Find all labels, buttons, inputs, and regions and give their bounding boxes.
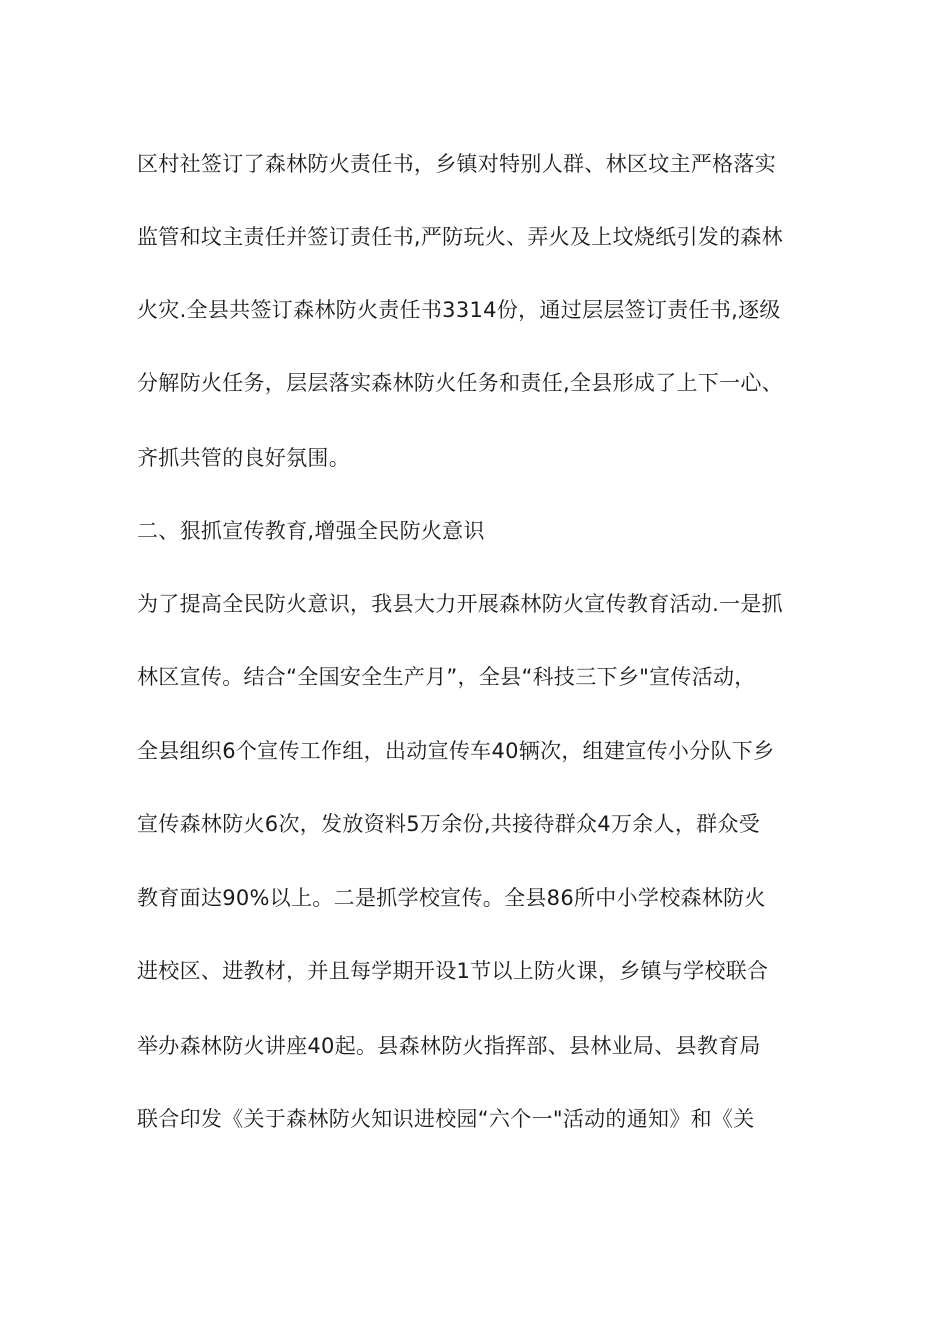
paragraph-line: 全县组织6个宣传工作组，出动宣传车40辆次，组建宣传小分队下乡 — [137, 739, 775, 763]
paragraph-line: 火灾.全县共签订森林防火责任书3314份，通过层层签订责任书,逐级 — [137, 298, 781, 322]
section-heading: 二、狠抓宣传教育,增强全民防火意识 — [137, 519, 485, 543]
paragraph-line: 为了提高全民防火意识，我县大力开展森林防火宣传教育活动.一是抓 — [137, 592, 783, 616]
paragraph-line: 分解防火任务，层层落实森林防火任务和责任,全县形成了上下一心、 — [137, 371, 783, 395]
paragraph-line: 区村社签订了森林防火责任书，乡镇对特别人群、林区坟主严格落实 — [137, 152, 776, 176]
paragraph-line: 林区宣传。结合“全国安全生产月”，全县“科技三下乡"宣传活动， — [137, 665, 756, 689]
paragraph-line: 联合印发《关于森林防火知识进校园“六个一"活动的通知》和《关 — [137, 1107, 755, 1131]
paragraph-line: 举办森林防火讲座40起。县森林防火指挥部、县林业局、县教育局 — [137, 1034, 761, 1058]
paragraph-line: 监管和坟主责任并签订责任书,严防玩火、弄火及上坟烧纸引发的森林 — [137, 225, 783, 249]
paragraph-line: 教育面达90%以上。二是抓学校宣传。全县86所中小学校森林防火 — [137, 886, 766, 910]
paragraph-line: 进校区、进教材，并且每学期开设1节以上防火课，乡镇与学校联合 — [137, 959, 769, 983]
paragraph-line: 宣传森林防火6次，发放资料5万余份,共接待群众4万余人，群众受 — [137, 812, 761, 836]
paragraph-line: 齐抓共管的良好氛围。 — [137, 446, 350, 470]
